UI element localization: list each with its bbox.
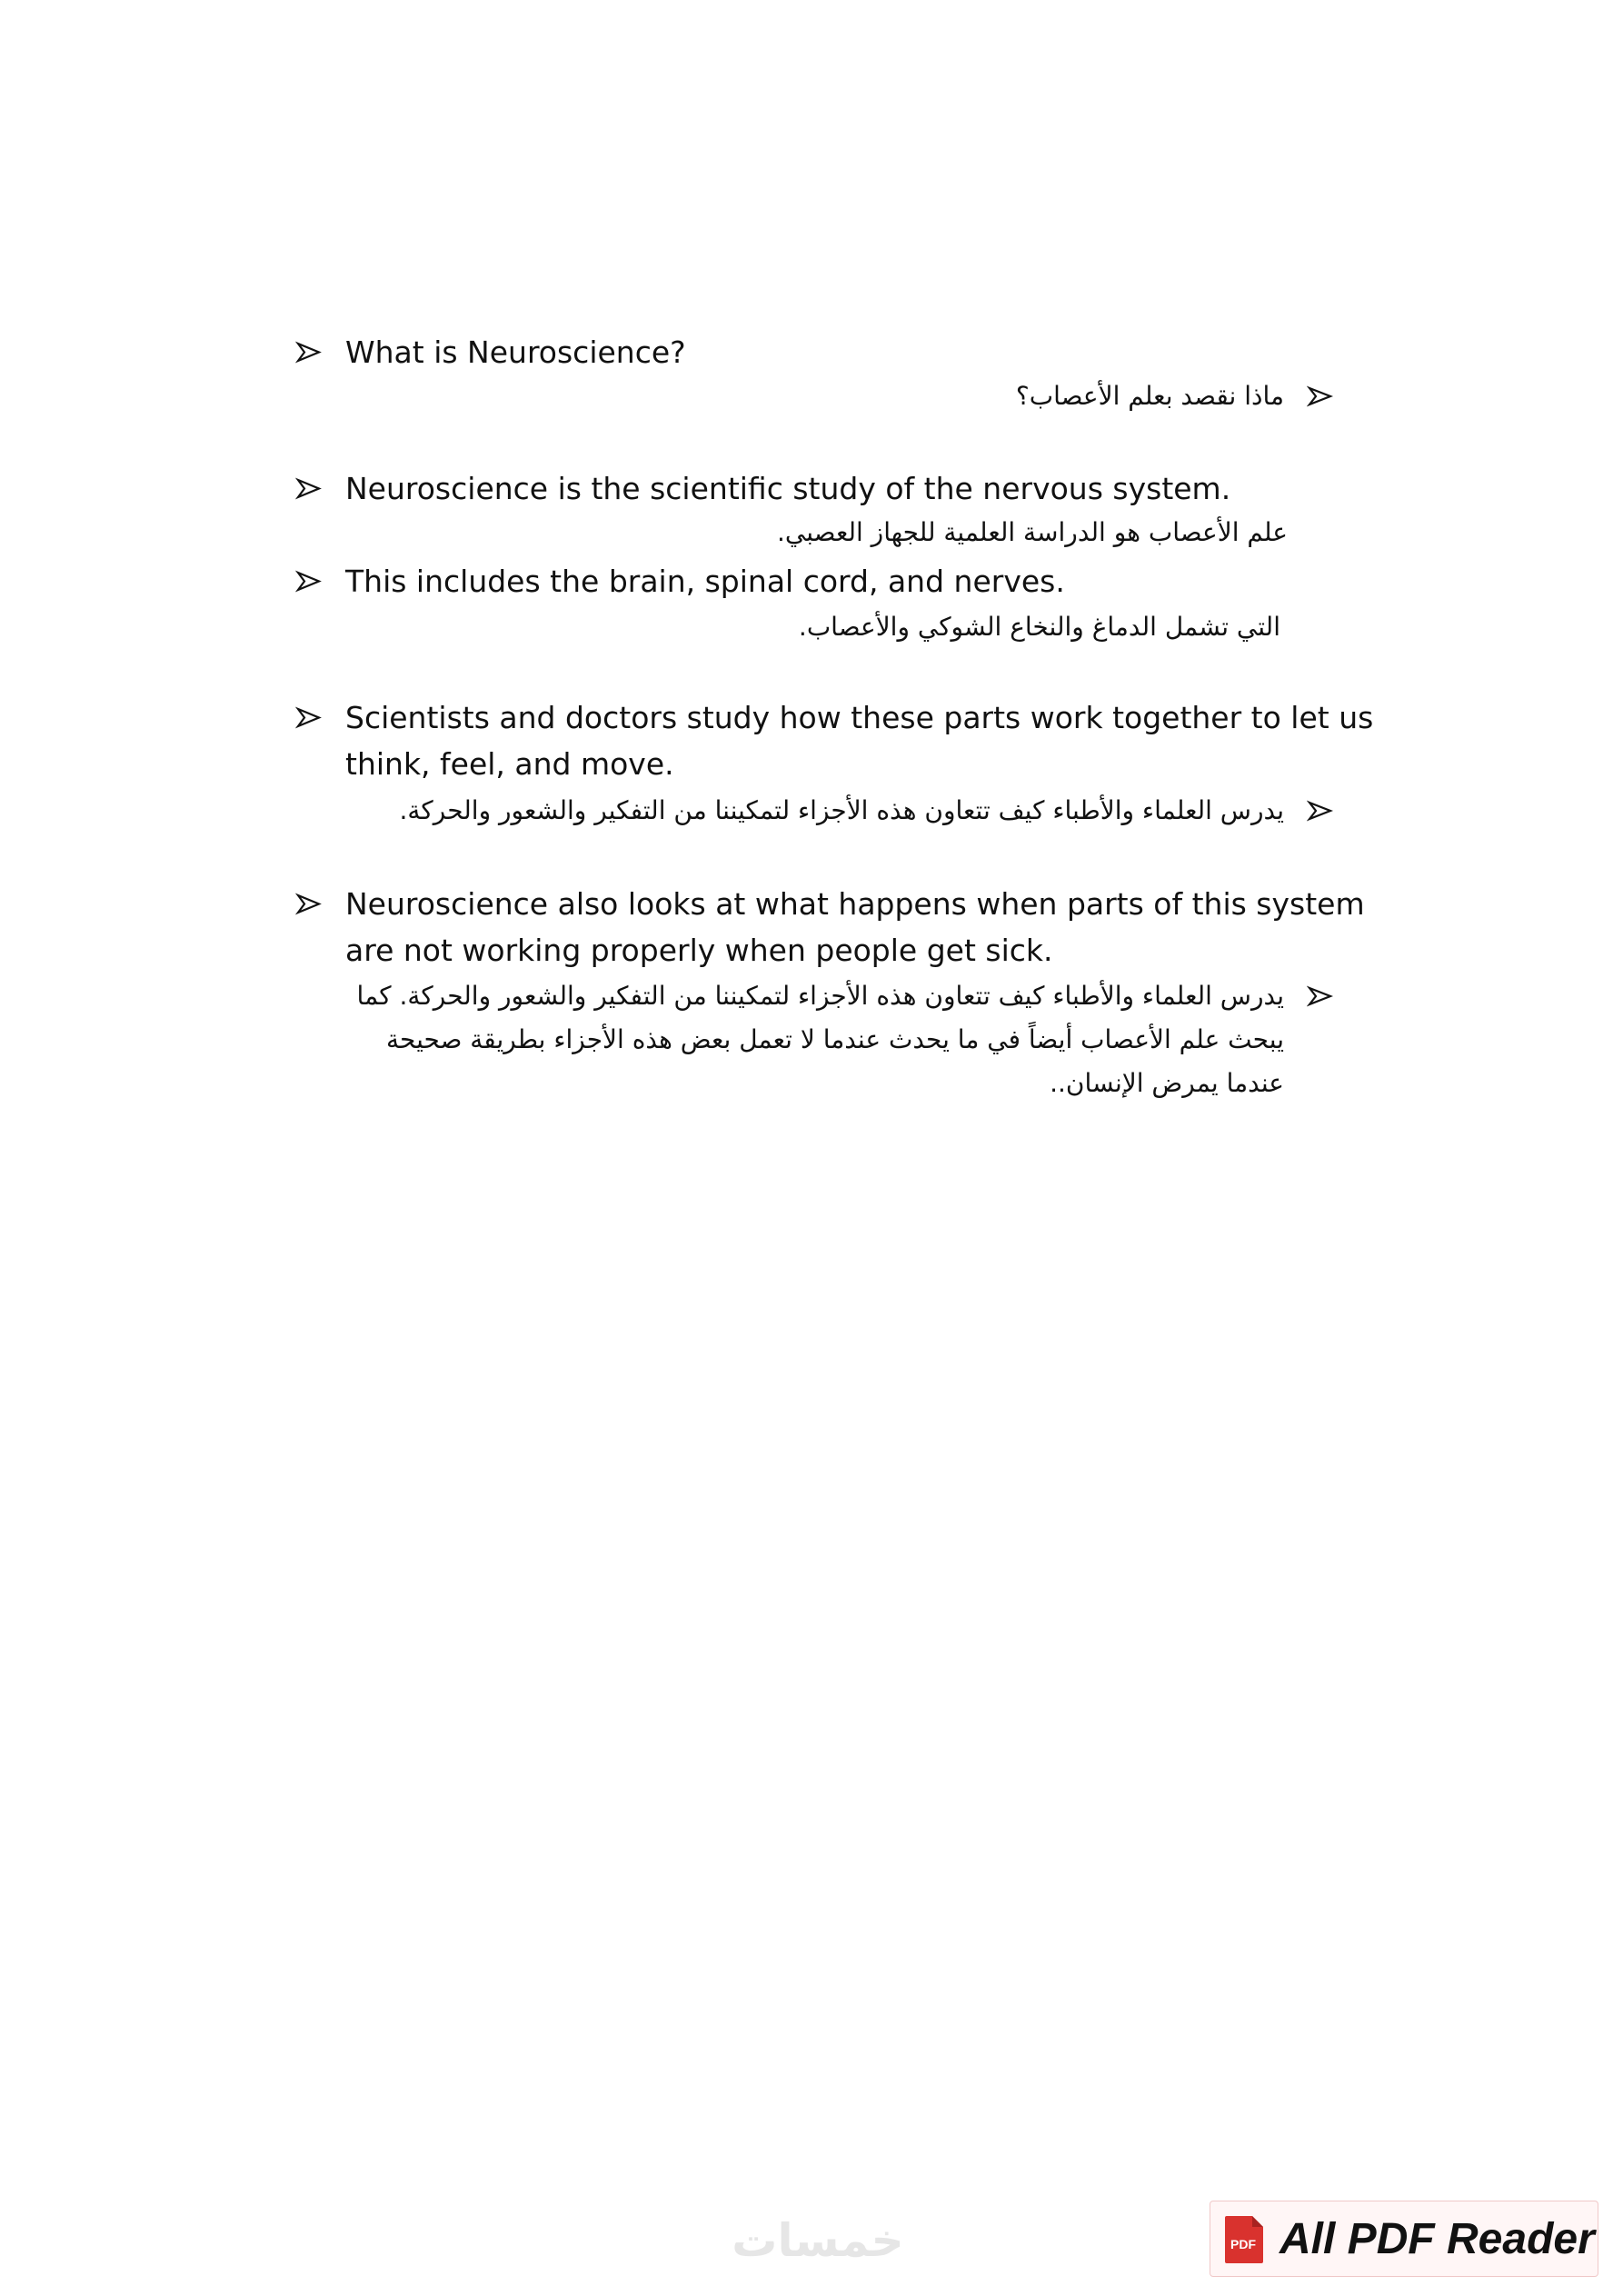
arabic-text: يدرس العلماء والأطباء كيف تتعاون هذه الأجزاء لتمكيننا من التفكير والشعور والحركة. كما يبحث علم الأعصاب أيضاً في ما يحدث عندما لا تعمل بعض هذه الأجزاء بطريقة صحيحة عندما يمرض الإنسان.. [356,981,1284,1098]
arrow-bullet-icon [1307,374,1334,421]
arabic-text: يدرس العلماء والأطباء كيف تتعاون هذه الأجزاء لتمكيننا من التفكير والشعور والحركة. [399,795,1284,825]
bullet-item-arabic [334,789,1334,833]
badge-label: All PDF Reader [1279,2215,1595,2263]
bullet-item-arabic [262,974,1334,1111]
svg-text:PDF: PDF [1230,2237,1256,2251]
arrow-bullet-icon [295,465,323,512]
english-text: Neuroscience is the scientific study of the nervous system. [345,471,1231,506]
arrow-bullet-icon [295,329,323,375]
all-pdf-reader-badge[interactable] [1210,2201,1598,2277]
arrow-bullet-icon [1307,974,1334,1021]
arabic-text: ماذا نقصد بعلم الأعصاب؟ [1015,381,1284,411]
arrow-bullet-icon [295,881,323,927]
arrow-bullet-icon [295,694,323,741]
english-text: What is Neuroscience? [345,334,686,370]
english-text: This includes the brain, spinal cord, and nerves. [345,564,1065,599]
english-text: Scientists and doctors study how these parts work together to let us think, feel, and move. [345,700,1374,782]
watermark-logo: خمسات [732,2214,904,2267]
arrow-bullet-icon [295,558,323,604]
english-text: Neuroscience also looks at what happens when parts of this system are not working properly when people get sick. [345,886,1365,968]
bullet-item-arabic [516,374,1334,418]
arabic-text: علم الأعصاب هو الدراسة العلمية للجهاز العصبي. [776,517,1288,547]
arrow-bullet-icon [1307,789,1334,835]
pdf-file-icon [1223,2214,1265,2265]
arabic-text: التي تشمل الدماغ والنخاع الشوكي والأعصاب. [798,612,1280,642]
